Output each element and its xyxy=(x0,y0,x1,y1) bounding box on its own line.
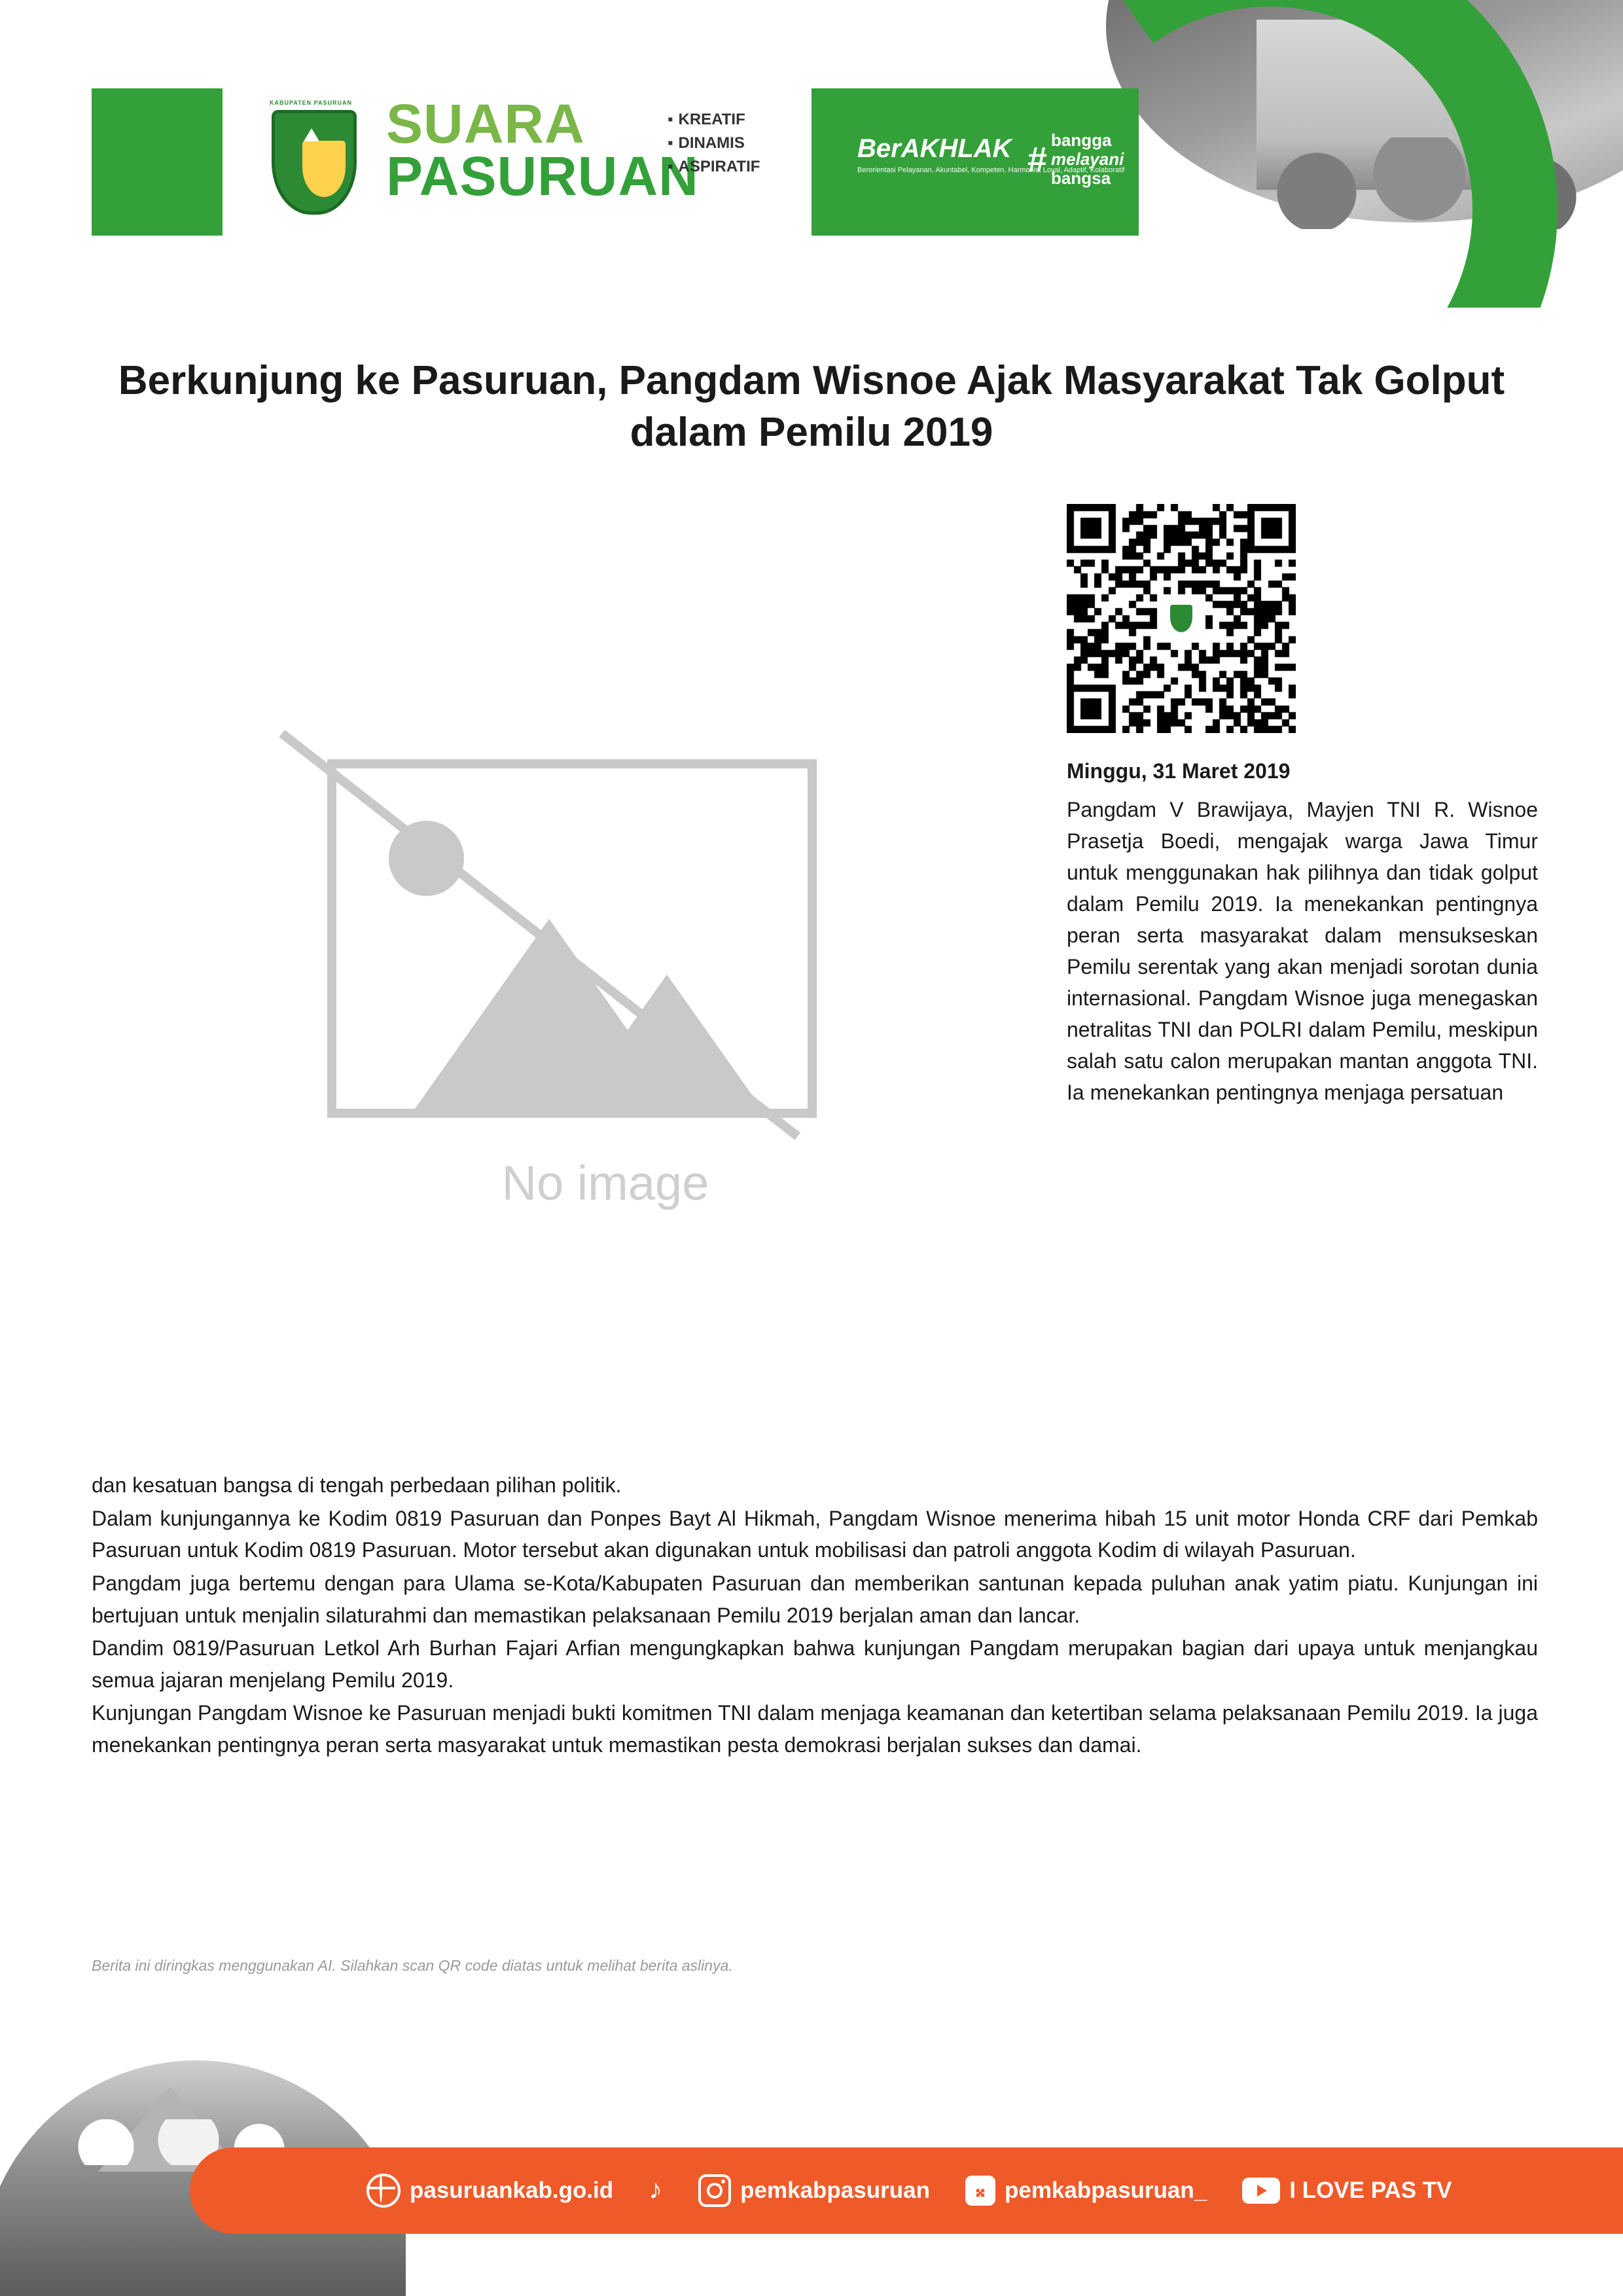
footer-social-list xyxy=(366,2147,1584,2234)
seal-shield xyxy=(272,110,357,215)
globe-icon xyxy=(366,2174,401,2208)
brand-tagline xyxy=(668,108,760,179)
twitter-icon: 𝄪 xyxy=(965,2176,995,2206)
article-paragraph: Dandim 0819/Pasuruan Letkol Arh Burhan Fajari Arfian mengungkapkan bahwa kunjungan Pangdam merupakan bagian dari upaya untuk menjangkau semua jajaran menjelang Pemilu 2019. xyxy=(92,1636,1538,1692)
bangga-melayani-bangsa-logo xyxy=(1027,131,1124,188)
hashtag-icon: # xyxy=(1027,139,1048,179)
qr-center-logo-shield xyxy=(1170,605,1192,632)
footer-item-twitter[interactable] xyxy=(965,2176,1207,2206)
qr-code[interactable] xyxy=(1067,504,1296,733)
article-lead-column xyxy=(1067,759,1538,1108)
placeholder-label: No image xyxy=(501,1156,709,1210)
bangga-line1: bangga xyxy=(1051,130,1112,150)
brand-title-line2: PASURUAN xyxy=(386,145,699,207)
footer-youtube-label: I LOVE PAS TV xyxy=(1289,2178,1452,2203)
seal-caption: KABUPATEN PASURUAN xyxy=(270,99,352,106)
berakhlak-subtitle: Berorientasi Pelayanan, Akuntabel, Kompeten, Harmonis, Loyal, Adaptif, Kolaboratif xyxy=(857,166,1125,174)
seal-star-icon xyxy=(304,128,319,141)
ai-disclaimer: Berita ini diringkas menggunakan AI. Silahkan scan QR code diatas untuk melihat berita aslinya. xyxy=(92,1957,733,1974)
tiktok-icon: ♪ xyxy=(649,2174,663,2204)
footer-item-website[interactable] xyxy=(366,2174,613,2208)
tagline-item-1: ▪ KREATIF xyxy=(668,108,760,132)
article-paragraph: dan kesatuan bangsa di tengah perbedaan pilihan politik. xyxy=(92,1473,622,1497)
footer-item-youtube[interactable] xyxy=(1242,2178,1452,2204)
footer-item-tiktok[interactable] xyxy=(649,2176,684,2205)
article-paragraph: Pangdam juga bertemu dengan para Ulama se-Kota/Kabupaten Pasuruan dan memberikan santunan kepada puluhan anak yatim piatu. Kunjungan ini bertujuan untuk menjalin silaturahmi dan memastikan pelaksanaan Pemilu 2019 berjalan aman dan lancar. xyxy=(92,1571,1538,1627)
placeholder-frame xyxy=(327,759,817,1118)
article-date: Minggu, 31 Maret 2019 xyxy=(1067,759,1291,783)
tagline-item-2: ▪ DINAMIS xyxy=(668,132,760,155)
brand-title-line1: SUARA xyxy=(386,93,585,154)
image-placeholder xyxy=(249,707,962,1230)
qr-center-logo-icon xyxy=(1164,601,1199,636)
berakhlak-title: BerAKHLAK xyxy=(857,134,1012,163)
article-lead: Pangdam V Brawijaya, Mayjen TNI R. Wisnoe Prasetja Boedi, mengajak warga Jawa Timur untuk menggunakan hak pilihnya dan tidak golput dalam Pemilu 2019. Ia menekankan pentingnya peran serta masyarakat dalam mensukseskan Pemilu serentak yang akan menjadi sorotan dunia internasional. Pangdam Wisnoe juga menegaskan netralitas TNI dan POLRI dalam Pemilu, meskipun salah satu calon merupakan mantan anggota TNI. Ia menekankan pentingnya menjaga persatuan xyxy=(1067,798,1538,1104)
instagram-icon xyxy=(698,2174,731,2207)
tagline-item-3: ▪ ASPIRATIF xyxy=(668,155,760,179)
placeholder-sun-icon xyxy=(389,821,464,896)
brand-title xyxy=(386,93,699,207)
bangga-line3: bangsa xyxy=(1051,168,1111,188)
page-header xyxy=(0,0,1623,308)
seal-inner xyxy=(302,141,346,197)
bangga-line2: melayani xyxy=(1051,149,1124,170)
footer-website-label: pasuruankab.go.id xyxy=(410,2178,614,2203)
article-paragraph: Kunjungan Pangdam Wisnoe ke Pasuruan menjadi bukti komitmen TNI dalam menjaga keamanan dan ketertiban selama pelaksanaan Pemilu 2019. Ia juga menekankan pentingnya peran serta masyarakat untuk memastikan pesta demokrasi berjalan sukses dan damai. xyxy=(92,1701,1538,1757)
article-paragraph: Dalam kunjungannya ke Kodim 0819 Pasuruan dan Ponpes Bayt Al Hikmah, Pangdam Wisnoe menerima hibah 15 unit motor Honda CRF dari Pemkab Pasuruan untuk Kodim 0819 Pasuruan. Motor tersebut akan digunakan untuk mobilisasi dan patroli anggota Kodim di wilayah Pasuruan. xyxy=(92,1506,1538,1562)
footer-instagram-label: pemkabpasuruan xyxy=(740,2178,930,2203)
page-footer xyxy=(0,2060,1623,2296)
youtube-icon xyxy=(1242,2178,1280,2204)
article-body xyxy=(92,1469,1538,1763)
footer-twitter-label: pemkabpasuruan_ xyxy=(1004,2178,1207,2203)
pasuruan-seal-icon xyxy=(262,98,360,223)
page-title: Berkunjung ke Pasuruan, Pangdam Wisnoe Ajak Masyarakat Tak Golput dalam Pemilu 2019 xyxy=(118,357,1505,455)
footer-item-instagram[interactable] xyxy=(698,2174,930,2207)
